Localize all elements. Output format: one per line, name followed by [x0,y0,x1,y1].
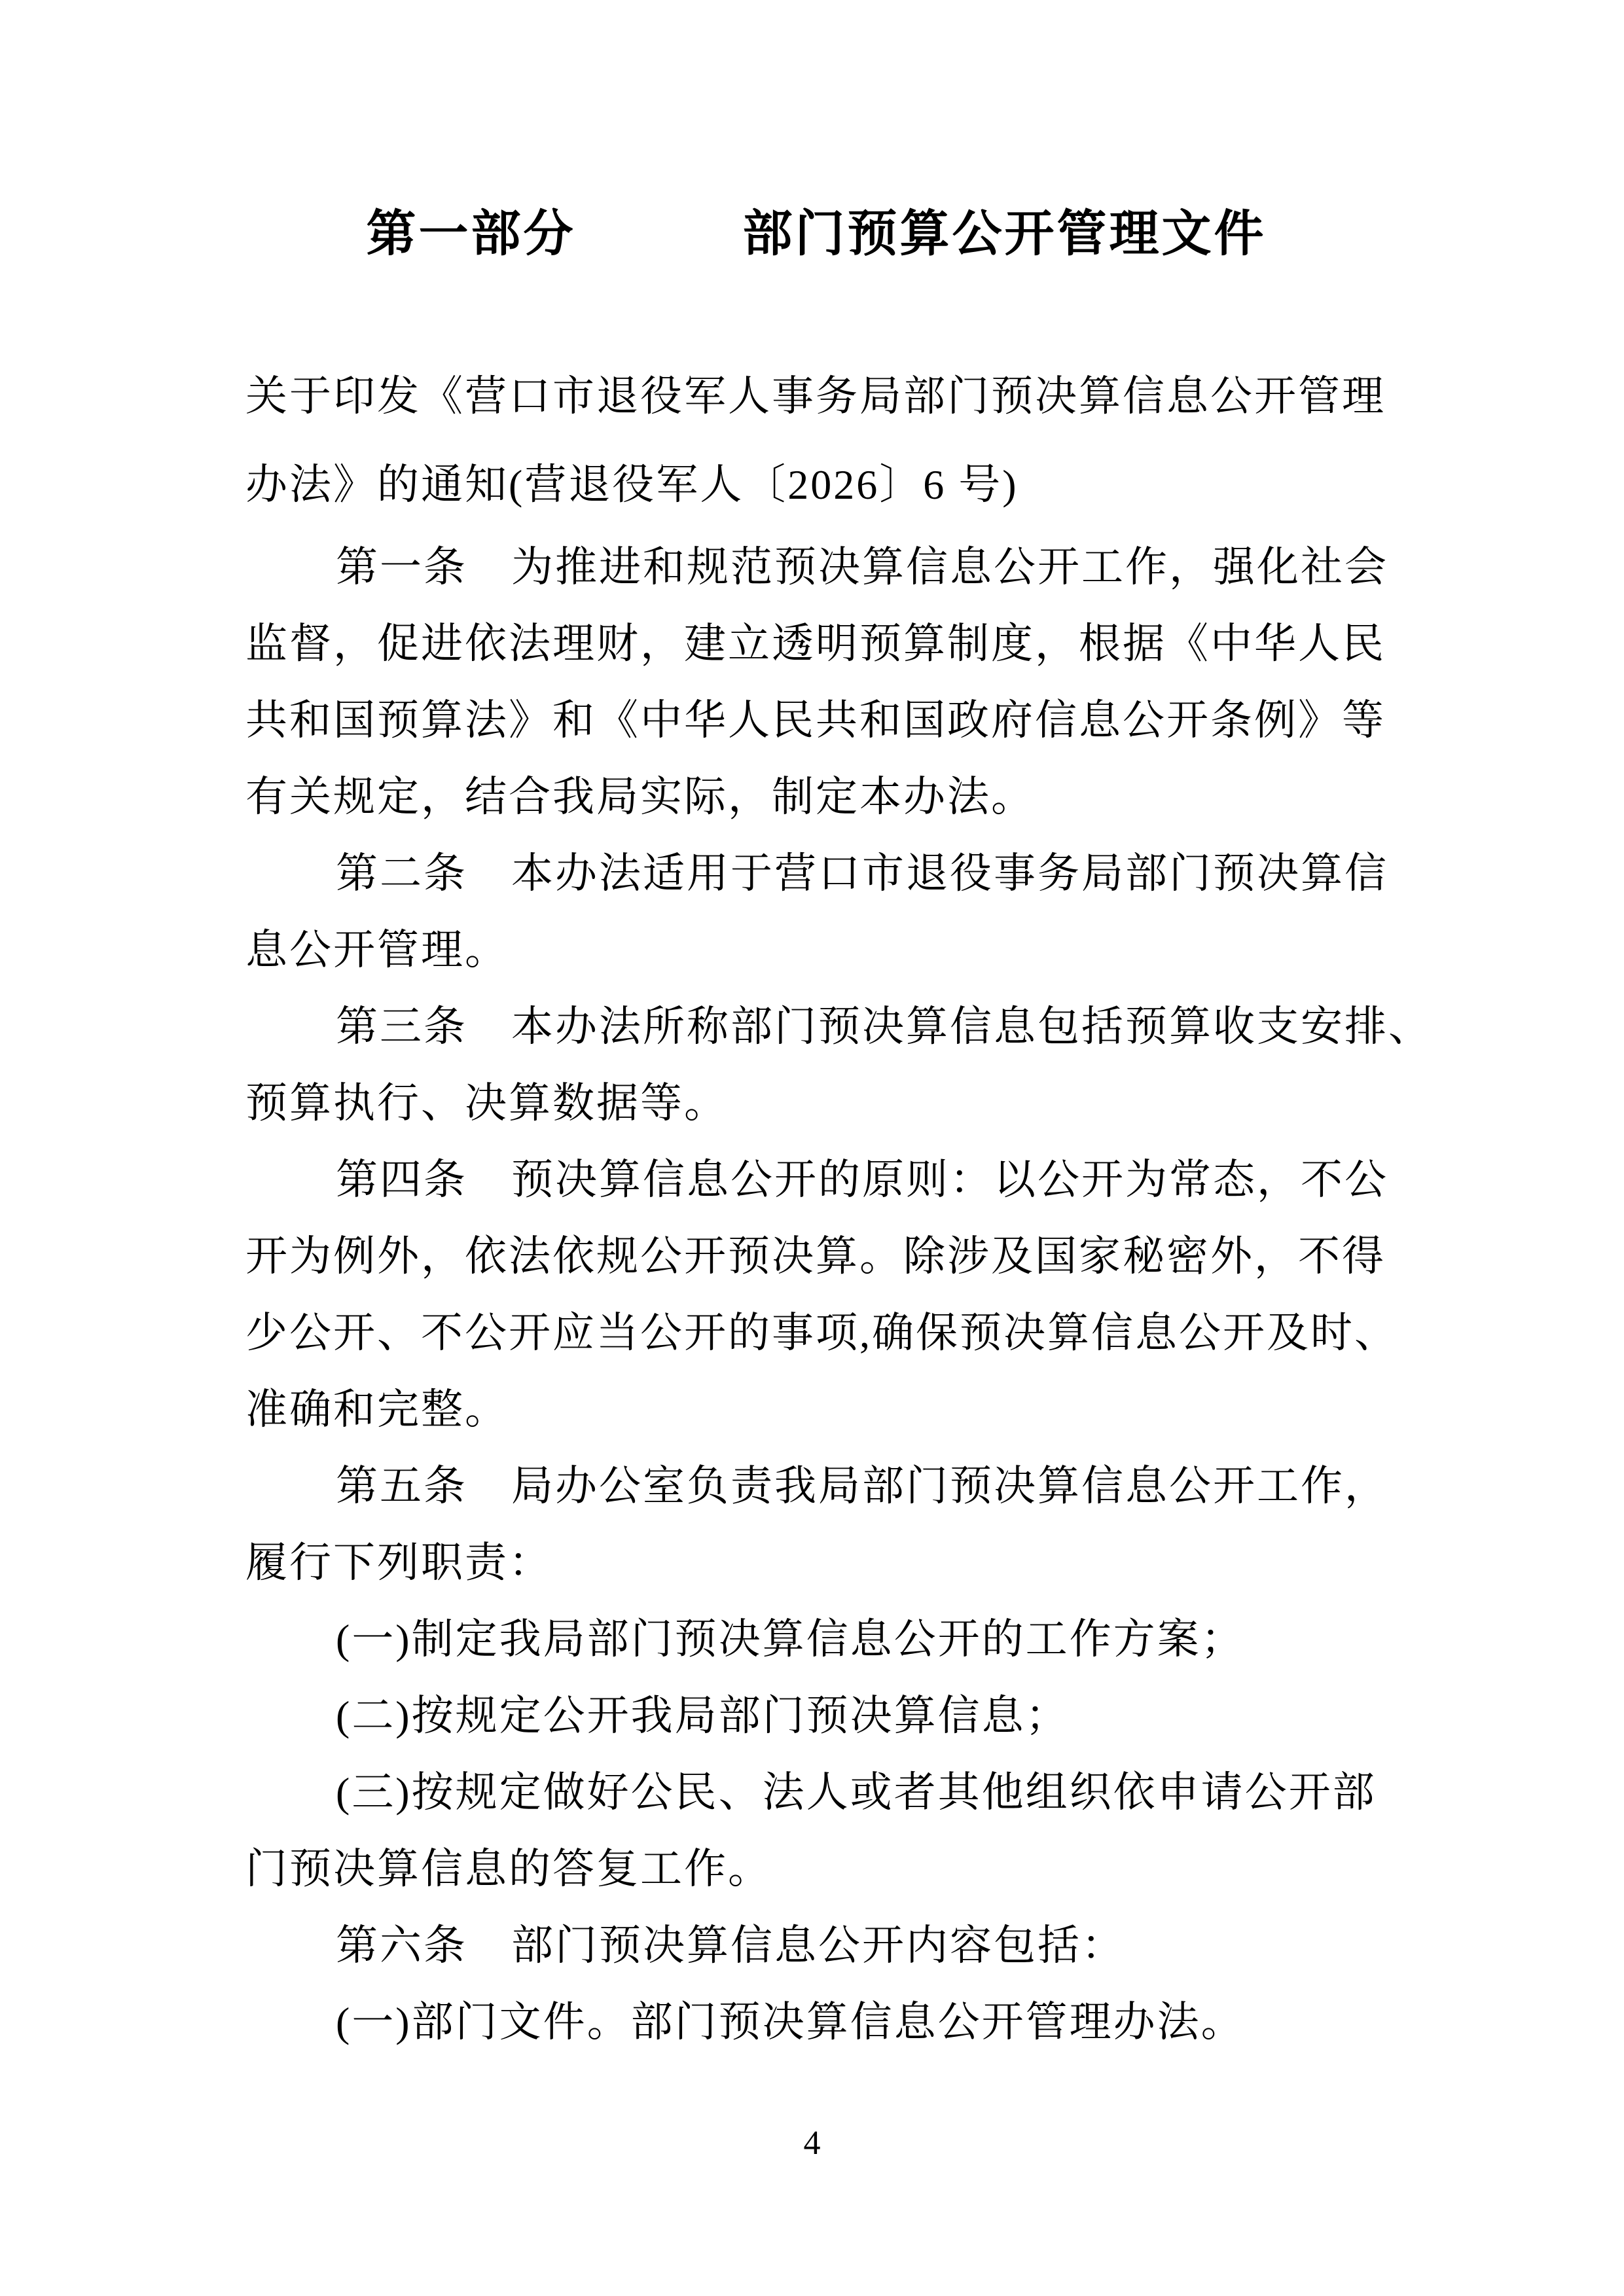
document-line: 门预决算信息的答复工作。 [245,1846,772,1892]
paragraph [245,352,1387,529]
paragraph [245,835,1387,988]
paragraph [245,1754,1387,1907]
document-line: 准确和完整。 [245,1386,509,1433]
document-body [245,352,1432,2060]
document-line: 预算执行、决算数据等。 [245,1080,728,1126]
document-line: (一)制定我局部门预决算信息公开的工作方案； [336,1616,1245,1662]
paragraph [245,1677,1387,1754]
section-title-text: 部门预算公开管理文件 [742,207,1267,262]
paragraph [245,1907,1387,1984]
paragraph [245,529,1387,835]
document-line: 第一条 为推进和规范预决算信息公开工作，强化社会 [336,544,1388,590]
document-line: 息公开管理。 [245,927,509,973]
document-line: 关于印发《营口市退役军人事务局部门预决算信息公开管理 [245,373,1386,420]
document-line: 共和国预算法》和《中华人民共和国政府信息公开条例》等 [245,697,1386,744]
document-line: 履行下列职责： [245,1539,552,1586]
document-line: 第三条 本办法所称部门预决算信息包括预算收支安排、 [336,1003,1432,1050]
section-title [245,204,1387,264]
section-title-part-label: 第一部分 [366,207,576,262]
page-number: 4 [803,2125,821,2162]
document-line: 第六条 部门预决算信息公开内容包括： [336,1922,1125,1969]
paragraph [245,1984,1387,2060]
document-line: 有关规定，结合我局实际，制定本办法。 [245,774,1035,820]
paragraph [245,1448,1387,1601]
document-line: (一)部门文件。部门预决算信息公开管理办法。 [336,1999,1245,2045]
document-line: 开为例外，依法依规公开预决算。除涉及国家秘密外，不得 [245,1233,1386,1280]
document-line: 第四条 预决算信息公开的原则：以公开为常态，不公 [336,1157,1388,1203]
document-line: 第二条 本办法适用于营口市退役事务局部门预决算信 [336,850,1388,897]
document-line: (二)按规定公开我局部门预决算信息； [336,1693,1070,1739]
document-line: 第五条 局办公室负责我局部门预决算信息公开工作， [336,1463,1388,1509]
paragraph [245,1601,1387,1677]
document-line: 监督，促进依法理财，建立透明预算制度，根据《中华人民 [245,620,1386,667]
document-line: 办法》的通知(营退役军人〔2026〕6 号) [245,461,1019,508]
document-line: 少公开、不公开应当公开的事项,确保预决算信息公开及时、 [245,1310,1398,1356]
paragraph [245,988,1432,1141]
paragraph [245,1141,1398,1448]
document-line: (三)按规定做好公民、法人或者其他组织依申请公开部 [336,1769,1377,1816]
